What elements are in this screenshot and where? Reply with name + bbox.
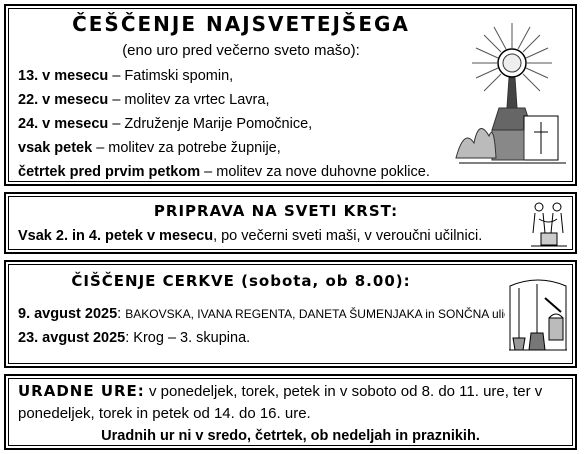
cleaning-row: [18, 306, 510, 322]
item-day: vsak petek: [18, 140, 93, 156]
cleaning-date: 9. avgust 2025: [18, 306, 118, 322]
list-item: [18, 140, 281, 156]
adoration-subtitle: (eno uro pred večerno sveto mašo):: [122, 42, 360, 59]
item-text: – molitev za potrebe župnije,: [92, 140, 281, 156]
list-item: [18, 92, 269, 108]
office-hours-label: URADNE URE:: [18, 382, 145, 400]
list-item: [18, 116, 312, 132]
office-hours-note: Uradnih ur ni v sredo, četrtek, ob nedeljah in praznikih.: [101, 428, 480, 444]
item-text: – Fatimski spomin,: [108, 68, 234, 84]
baptism-illustration: [529, 199, 569, 249]
church-cleaning-section: [4, 260, 577, 368]
adoration-section: [4, 4, 577, 186]
baptism-section: [4, 192, 577, 254]
cleaning-group: Krog – 3. skupina.: [133, 330, 251, 346]
office-hours-line2: ponedeljek, torek in petek od 14. do 16. ure.: [18, 405, 311, 422]
cleaning-date: 23. avgust 2025: [18, 330, 126, 346]
item-text: – molitev za vrtec Lavra,: [108, 92, 270, 108]
cleaning-tools-illustration: [505, 278, 571, 356]
cleaning-title: ČIŠČENJE CERKVE (sobota, ob 8.00):: [71, 272, 411, 290]
baptism-title: PRIPRAVA NA SVETI KRST:: [153, 202, 399, 220]
item-day: 22. v mesecu: [18, 92, 109, 108]
adoration-title: ČEŠČENJE NAJSVETEJŠEGA: [72, 12, 410, 36]
cleaning-streets: BAKOVSKA, IVANA REGENTA, DANETA ŠUMENJAKA in SONČNA ulic: [125, 307, 510, 321]
baptism-days: Vsak 2. in 4. petek v mesecu: [18, 228, 214, 244]
office-hours-line1: [18, 382, 542, 400]
item-day: 13. v mesecu: [18, 68, 109, 84]
monstrance-illustration: [454, 18, 569, 168]
item-text: – molitev za nove duhovne poklice.: [200, 164, 430, 180]
cleaning-sep: :: [125, 330, 134, 346]
list-item: [18, 68, 233, 84]
baptism-info: [18, 228, 482, 244]
list-item: [18, 164, 430, 180]
item-text: – Združenje Marije Pomočnice,: [108, 116, 313, 132]
item-day: 24. v mesecu: [18, 116, 109, 132]
office-hours-section: [4, 374, 577, 450]
cleaning-row: [18, 330, 250, 346]
item-day: četrtek pred prvim petkom: [18, 164, 201, 180]
baptism-details: , po večerni sveti maši, v veroučni učilnici.: [213, 228, 483, 244]
office-hours-text1: v ponedeljek, torek, petek in v soboto od 8. do 11. ure, ter v: [144, 383, 543, 400]
cleaning-sep: :: [117, 306, 126, 322]
